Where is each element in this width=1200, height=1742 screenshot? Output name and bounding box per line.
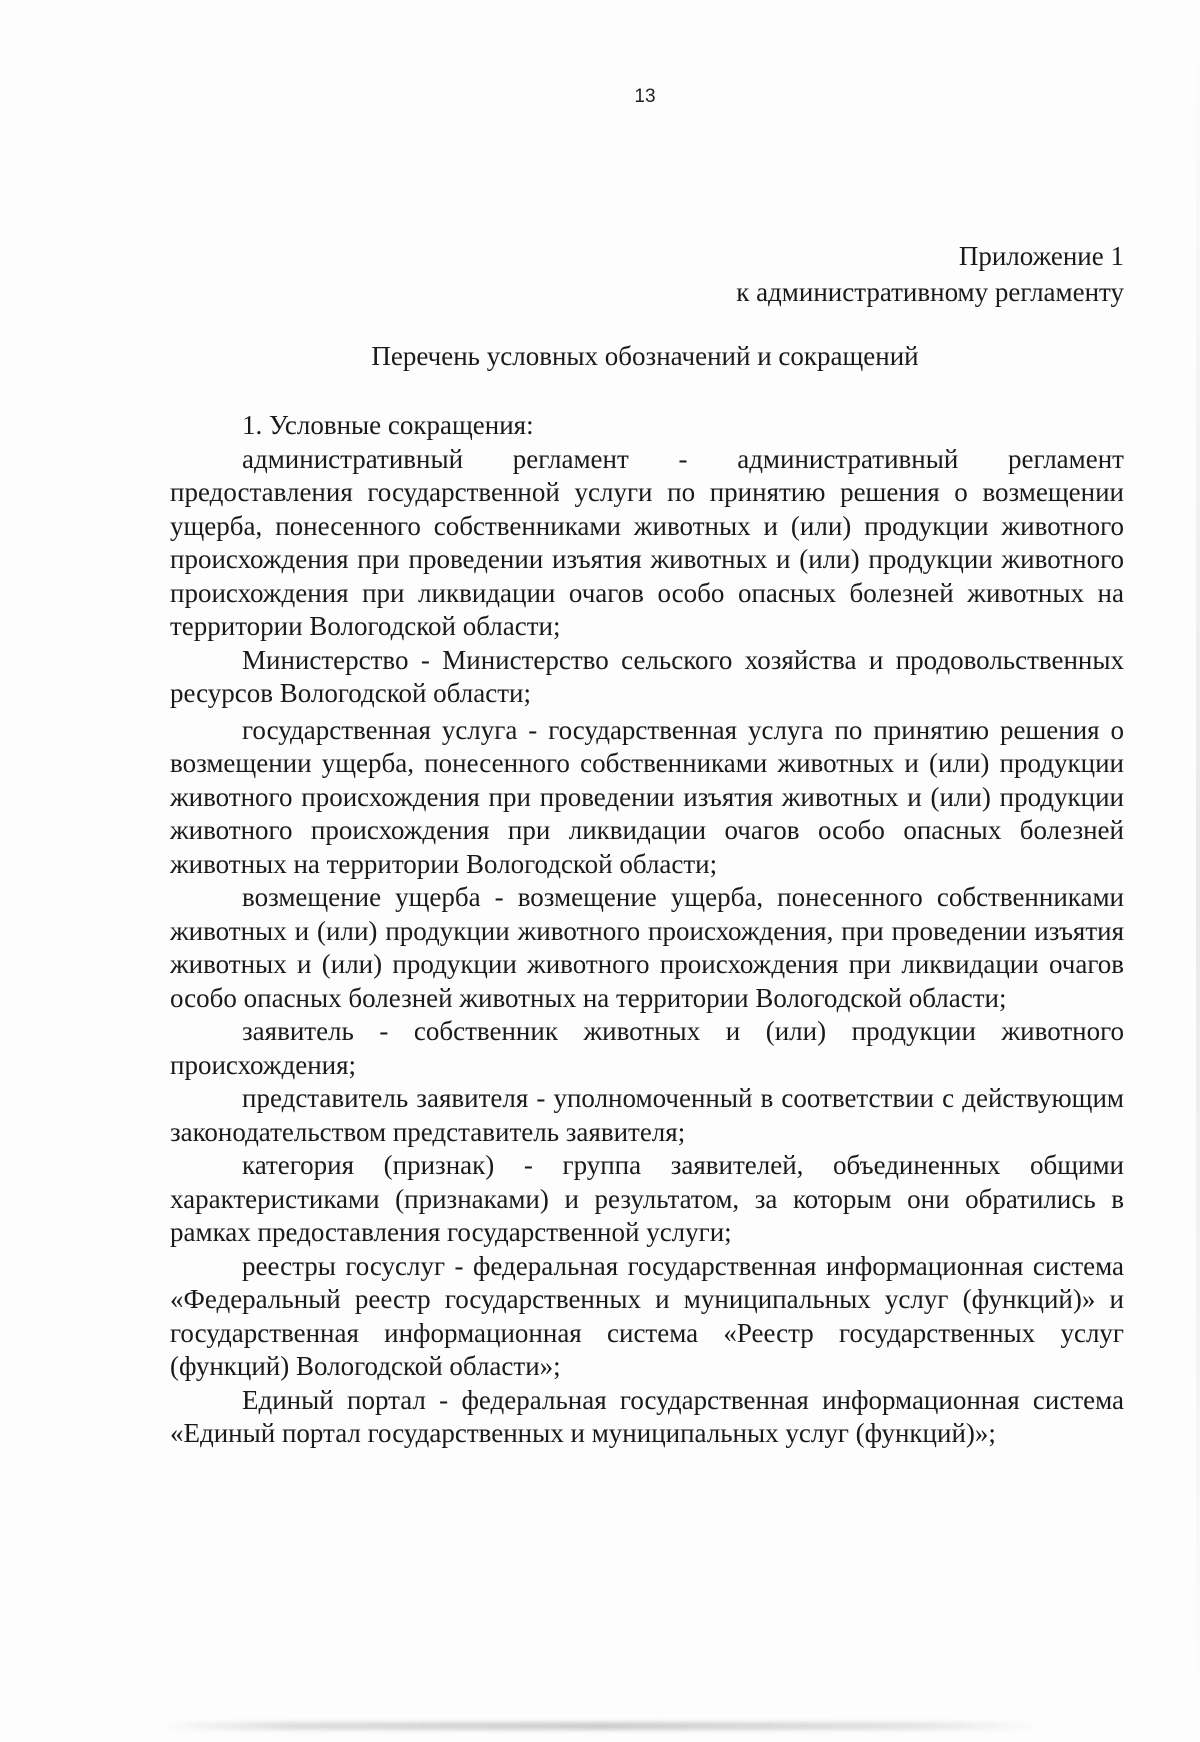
scan-shadow — [160, 1722, 1040, 1730]
definition-paragraph: административный регламент - административный регламент предоставления государственной услуги по принятию решения о возмещении ущерба, понесенного собственниками животных и (или) продукции животного происхождения при проведении изъятия животных и (или) продукции животного происхождения при ликвидации очагов особо опасных болезней животных на территории Вологодской области; — [170, 443, 1124, 641]
definition-paragraph: категория (признак) - группа заявителей, объединенных общими характеристиками (признаками) и результатом, за которым они обратились в рамках предоставления государственной услуги; — [170, 1150, 1124, 1247]
document-body — [170, 409, 1124, 1451]
definition-paragraph: реестры госуслуг - федеральная государственная информационная система «Федеральный реестр государственных и муниципальных услуг (функций)» и государственная информационная система «Реестр государственных услуг (функций) Вологодской области»; — [170, 1250, 1124, 1381]
document-title: Перечень условных обозначений и сокращений — [371, 341, 919, 371]
definition-paragraph: представитель заявителя - уполномоченный в соответствии с действующим законодательством представитель заявителя; — [170, 1083, 1124, 1147]
definition-paragraph: Министерство - Министерство сельского хозяйства и продовольственных ресурсов Вологодской области; — [170, 644, 1124, 708]
section-heading: 1. Условные сокращения: — [242, 410, 534, 440]
definition-paragraph: Единый портал - федеральная государственная информационная система «Единый портал государственных и муниципальных услуг (функций)»; — [170, 1384, 1124, 1448]
page-number: 13 — [634, 86, 656, 107]
appendix-line-2: к административному регламенту — [736, 277, 1124, 307]
definition-paragraph: заявитель - собственник животных и (или) продукции животного происхождения; — [170, 1016, 1124, 1080]
appendix-header — [736, 238, 1124, 310]
definition-paragraph: возмещение ущерба - возмещение ущерба, понесенного собственниками животных и (или) продукции животного происхождения, при проведении изъятия животных и (или) продукции животного происхождения при ликвидации очагов особо опасных болезней животных на территории Вологодской области; — [170, 882, 1124, 1013]
appendix-line-1: Приложение 1 — [958, 241, 1124, 271]
definition-paragraph: государственная услуга - государственная услуга по принятию решения о возмещении ущерба, понесенного собственниками животных и (или) продукции животного происхождения при проведении изъятия животных и (или) продукции животного происхождения при ликвидации очагов особо опасных болезней животных на территории Вологодской области; — [170, 714, 1124, 879]
scan-edge — [1196, 0, 1200, 1742]
